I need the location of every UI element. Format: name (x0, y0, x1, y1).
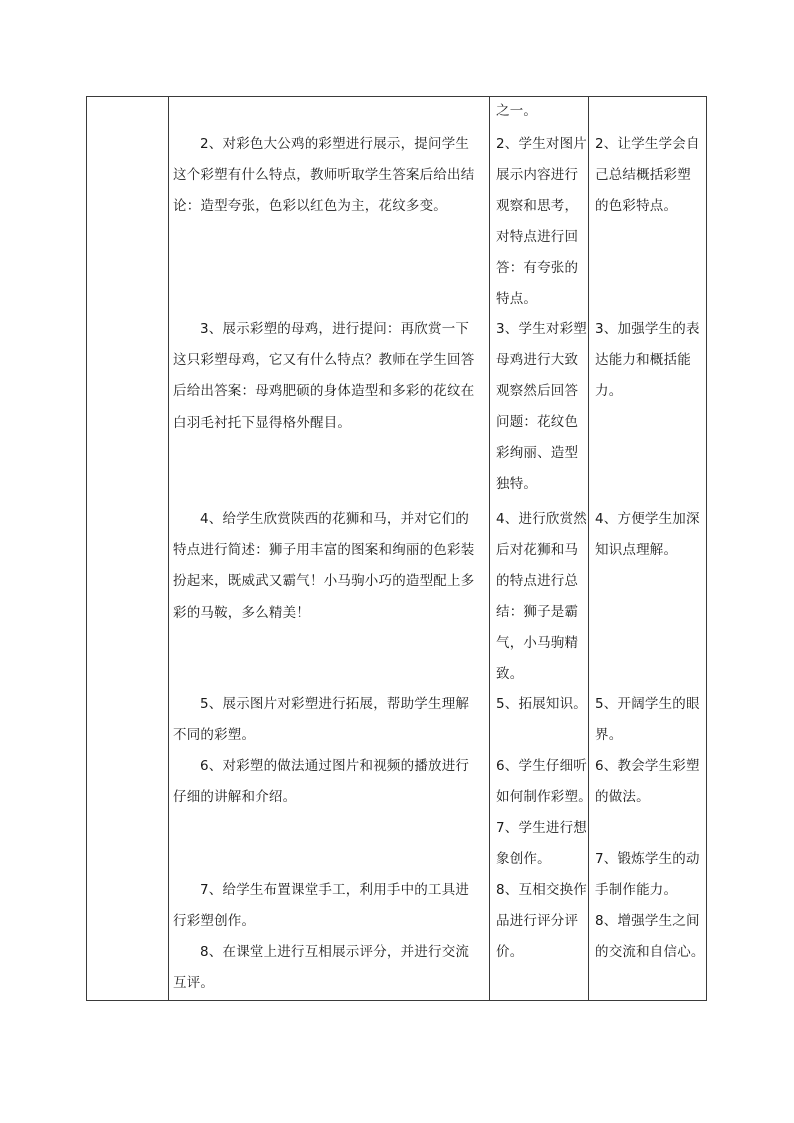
design-intent-line: 界。 (595, 727, 623, 743)
student-activity-line: 展示内容进行 (496, 167, 579, 183)
teacher-activity-line: 3、展示彩塑的母鸡，进行提问：再欣赏一下 (200, 321, 470, 337)
teacher-activity-line: 彩的马鞍，多么精美！ (173, 604, 310, 621)
design-intent-line: 2、让学生学会自 (595, 136, 700, 152)
design-intent-line: 3、加强学生的表 (595, 321, 700, 337)
design-intent-line: 5、开阔学生的眼 (595, 696, 700, 712)
student-activity-line: 致。 (496, 666, 524, 682)
teacher-activity-line: 2、对彩色大公鸡的彩塑进行展示，提问学生 (200, 136, 470, 152)
teacher-activity-line: 扮起来，既威武又霸气！小马驹小巧的造型配上多 (173, 573, 475, 590)
student-activity-line: 后对花狮和马 (496, 542, 579, 558)
design-intent-line: 己总结概括彩塑 (595, 167, 691, 183)
student-activity-line: 特点。 (496, 291, 538, 307)
teacher-activity-line: 白羽毛衬托下显得格外醒目。 (173, 414, 352, 431)
student-activity-line: 的特点进行总 (496, 573, 579, 589)
student-activity-line: 独特。 (496, 476, 538, 492)
teacher-activity-line: 互评。 (173, 975, 215, 992)
student-activity-line: 7、学生进行想 (496, 820, 587, 836)
student-activity-line: 观察然后回答 (496, 383, 579, 399)
teacher-activity-line: 6、对彩塑的做法通过图片和视频的播放进行 (200, 758, 470, 774)
teacher-activity-line: 不同的彩塑。 (173, 727, 256, 744)
student-activity-line: 观察和思考， (496, 198, 579, 214)
column-divider-2 (489, 97, 490, 1000)
student-activity-line: 气，小马驹精 (496, 635, 579, 651)
teacher-activity-line: 5、展示图片对彩塑进行拓展，帮助学生理解 (200, 696, 470, 712)
student-activity-line: 5、拓展知识。 (496, 696, 587, 712)
design-intent-line: 7、锻炼学生的动 (595, 851, 700, 867)
design-intent-line: 6、教会学生彩塑 (595, 758, 700, 774)
teacher-activity-line: 特点进行简述：狮子用丰富的图案和绚丽的色彩装 (173, 542, 475, 559)
teacher-activity-line: 4、给学生欣赏陕西的花狮和马，并对它们的 (200, 511, 470, 527)
student-activity-line: 8、互相交换作 (496, 882, 587, 898)
teacher-activity-line: 行彩塑创作。 (173, 913, 256, 930)
student-activity-line: 2、学生对图片 (496, 136, 587, 152)
teacher-activity-line: 7、给学生布置课堂手工，利用手中的工具进 (200, 882, 470, 898)
student-activity-line: 3、学生对彩塑 (496, 321, 587, 337)
teacher-activity-line: 论：造型夸张，色彩以红色为主，花纹多变。 (173, 198, 447, 215)
design-intent-line: 知识点理解。 (595, 542, 678, 558)
design-intent-line: 4、方便学生加深 (595, 511, 700, 527)
teacher-activity-line: 仔细的讲解和介绍。 (173, 789, 297, 806)
design-intent-line: 的色彩特点。 (595, 198, 678, 214)
student-activity-line: 问题：花纹色 (496, 414, 579, 430)
student-activity-line: 对特点进行回 (496, 229, 579, 245)
student-activity-line: 4、进行欣赏然 (496, 511, 587, 527)
design-intent-line: 达能力和概括能 (595, 352, 691, 368)
student-activity-line: 象创作。 (496, 851, 551, 867)
teacher-activity-line: 后给出答案：母鸡肥硕的身体造型和多彩的花纹在 (173, 383, 475, 400)
student-activity-line: 结：狮子是霸 (496, 604, 579, 620)
student-activity-line: 彩绚丽、造型 (496, 445, 579, 461)
teacher-activity-line: 这只彩塑母鸡，它又有什么特点？教师在学生回答 (173, 352, 475, 369)
teacher-activity-line: 8、在课堂上进行互相展示评分，并进行交流 (200, 944, 470, 960)
student-activity-line: 6、学生仔细听 (496, 758, 587, 774)
design-intent-line: 8、增强学生之间 (595, 913, 700, 929)
column-divider-3 (588, 97, 589, 1000)
student-activity-line: 如何制作彩塑。 (496, 789, 592, 805)
design-intent-line: 的做法。 (595, 789, 650, 805)
teacher-activity-line: 这个彩塑有什么特点，教师听取学生答案后给出结 (173, 167, 475, 184)
design-intent-line: 手制作能力。 (595, 882, 678, 898)
design-intent-line: 的交流和自信心。 (595, 944, 705, 960)
student-activity-line: 母鸡进行大致 (496, 352, 579, 368)
student-activity-line: 价。 (496, 944, 524, 960)
column-divider-1 (168, 97, 169, 1000)
design-intent-line: 力。 (595, 383, 623, 399)
student-activity-line: 品进行评分评 (496, 913, 579, 929)
student-activity-line: 之一。 (496, 103, 538, 119)
student-activity-line: 答：有夸张的 (496, 260, 579, 276)
